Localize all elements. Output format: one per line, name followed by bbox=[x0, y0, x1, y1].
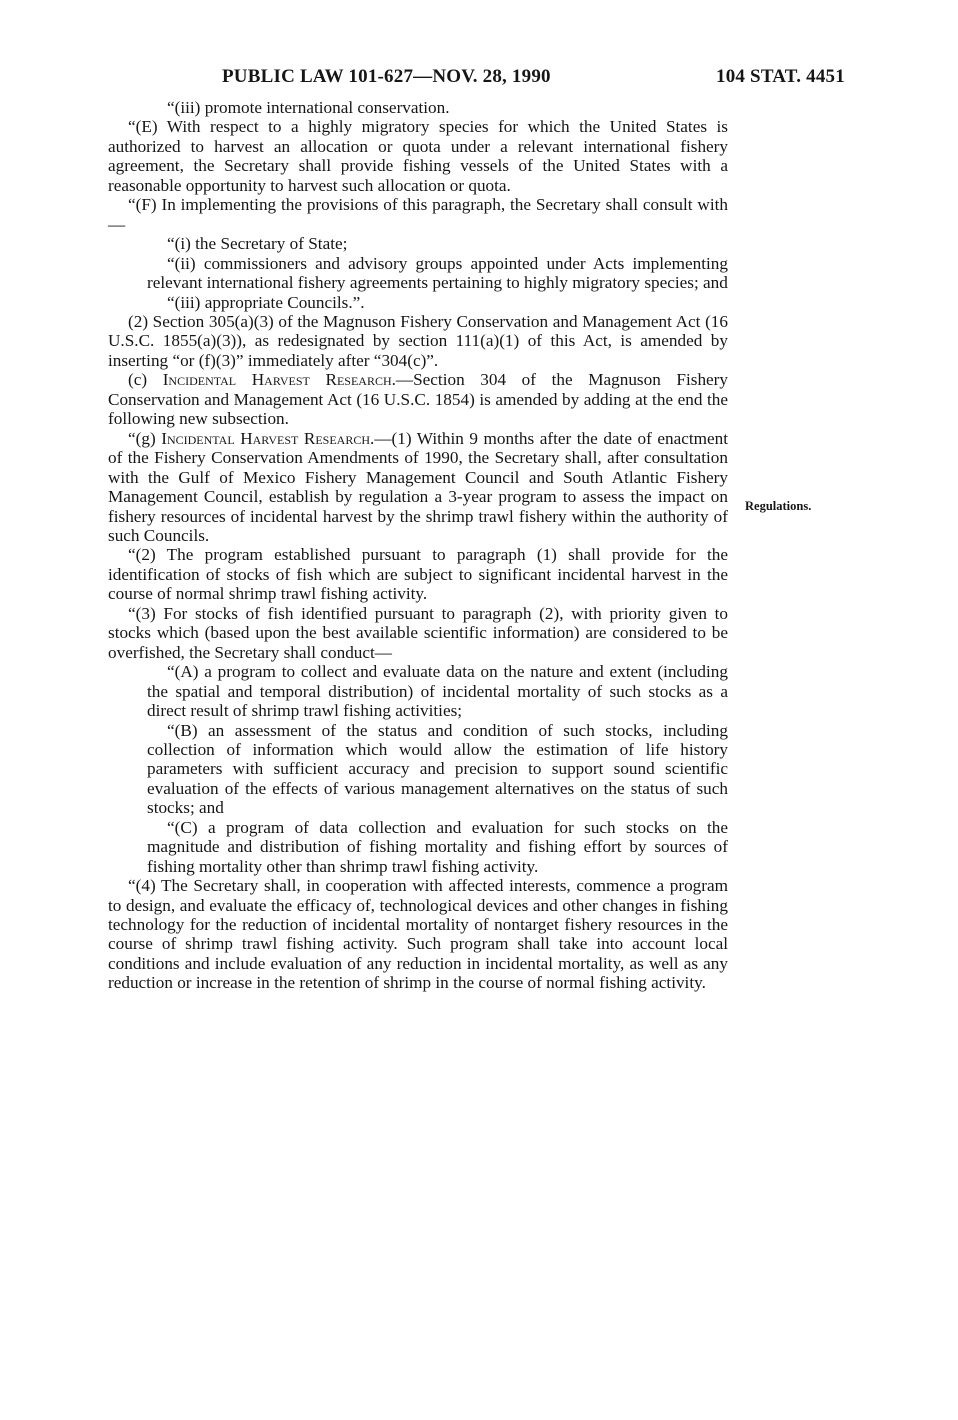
subparagraph-a: “(A) a program to collect and evaluate data on the nature and extent (including the spatial and temporal distribution) of incidental mortality of such stocks as a direct result of shrimp trawl fishing activities; bbox=[147, 662, 728, 721]
subsection-g-lead: “(g) bbox=[128, 428, 162, 448]
subsection-g-paragraph-4: “(4) The Secretary shall, in cooperation with affected interests, commence a program to design, and evaluate the efficacy of, technological devices and other changes in fishing technology for the reduction of incidental mortality of nontarget fishery resources in the course of shrimp trawl fishing activity. Such program shall take into account local conditions and include evaluation of any reduction in incidental mortality, as well as any reduction or increase in the retention of shrimp in the course of normal fishing activity. bbox=[108, 876, 728, 993]
paragraph-2-section-305: (2) Section 305(a)(3) of the Magnuson Fishery Conservation and Management Act (16 U.S.C. 1855(a)(3)), as redesignated by section 111(a)(1) of this Act, is amended by inserting “or (f)(3)” immediately after “304(c)”. bbox=[108, 311, 728, 370]
subsection-g-text: —(1) Within 9 months after the date of enactment of the Fishery Conservation Amendments of 1990, the Secretary shall, after consultation with the Gulf of Mexico Fishery Management Council and South Atlantic Fishery Management Council, establish by regulation a 3-year program to assess the impact on fishery resources of incidental harvest by the shrimp trawl fishery within the authority of such Councils. bbox=[108, 428, 728, 545]
subsection-g-paragraph-2: “(2) The program established pursuant to paragraph (1) shall provide for the identification of stocks of fish which are subject to significant incidental harvest in the course of normal shrimp trawl fishing activity. bbox=[108, 545, 728, 604]
clause-ii: “(ii) commissioners and advisory groups appointed under Acts implementing relevant international fishery agreements pertaining to highly migratory species; and bbox=[147, 253, 728, 293]
body-text bbox=[108, 98, 728, 993]
clause-iii-promote: “(iii) promote international conservation. bbox=[167, 98, 450, 117]
subparagraph-c: “(C) a program of data collection and evaluation for such stocks on the magnitude and distribution of fishing mortality and fishing effort by sources of fishing mortality other than shrimp trawl fishing activity. bbox=[147, 817, 728, 876]
clause-i: “(i) the Secretary of State; bbox=[167, 234, 348, 254]
subsection-c-text: —Section 304 of the Magnuson Fishery Conservation and Management Act (16 U.S.C. 1854) is amended by adding at the end the following new subsection. bbox=[108, 370, 728, 429]
margin-note-regulations: Regulations. bbox=[745, 499, 812, 513]
subparagraph-e: “(E) With respect to a highly migratory species for which the United States is authorized to harvest an allocation or quota under a relevant international fishery agreement, the Secretary shall provide fishing vessels of the United States with a reasonable opportunity to harvest such allocation or quota. bbox=[108, 117, 728, 195]
subparagraph-f: “(F) In implementing the provisions of this paragraph, the Secretary shall consult with— bbox=[108, 195, 728, 234]
subsection-g-caption: Incidental Harvest Research. bbox=[161, 428, 375, 448]
subsection-g-paragraph-3: “(3) For stocks of fish identified pursuant to paragraph (2), with priority given to stocks which (based upon the best available scientific information) are considered to be overfished, the Secretary shall conduct— bbox=[108, 603, 728, 662]
subsection-c-lead: (c) bbox=[128, 370, 163, 390]
subsection-c bbox=[108, 370, 728, 428]
subsection-g-paragraph-1 bbox=[108, 429, 728, 546]
clause-iii-councils: “(iii) appropriate Councils.”. bbox=[167, 292, 365, 312]
running-head: PUBLIC LAW 101-627—NOV. 28, 1990 bbox=[222, 66, 551, 87]
stat-citation: 104 STAT. 4451 bbox=[716, 66, 845, 87]
subsection-c-caption: Incidental Harvest Research. bbox=[162, 370, 396, 390]
subparagraph-b: “(B) an assessment of the status and condition of such stocks, including collection of information which would allow the estimation of life history parameters with sufficient accuracy and precision to support sound scientific evaluation of the effects of various management alternatives on the status of such stocks; and bbox=[147, 720, 728, 818]
